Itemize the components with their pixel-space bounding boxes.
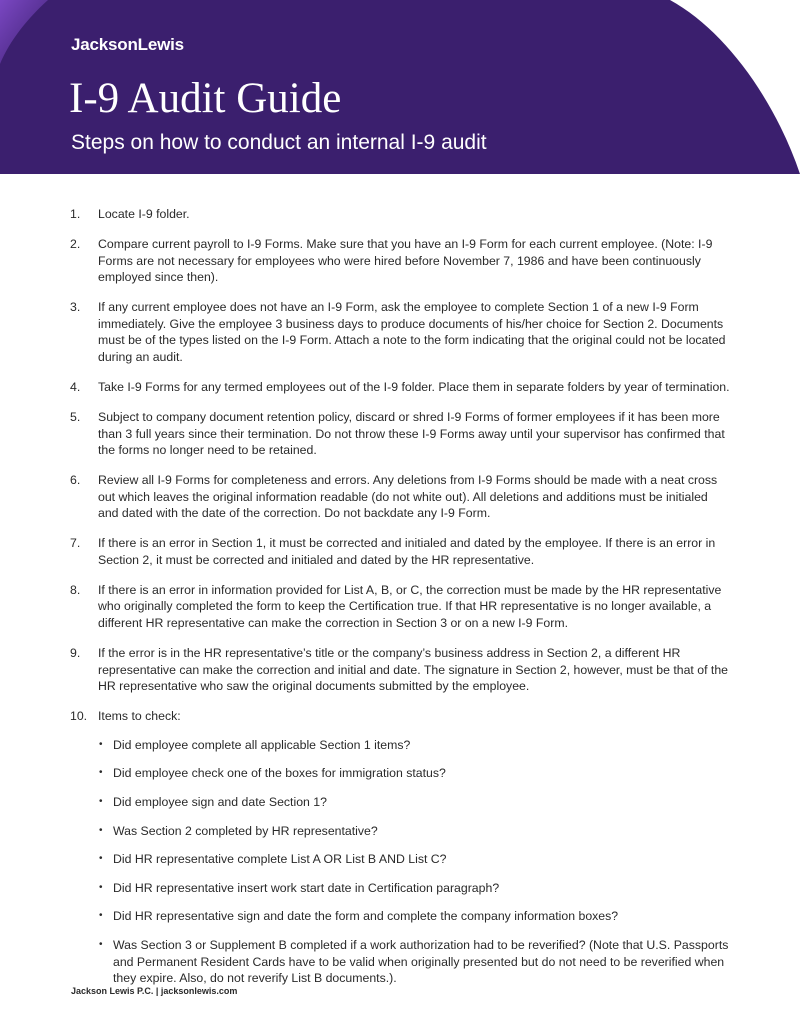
checklist-text: Did employee sign and date Section 1? — [113, 794, 327, 809]
step-number: 1. — [70, 207, 81, 221]
bullet-icon: • — [99, 738, 103, 750]
step-text: Items to check: — [98, 709, 181, 724]
checklist-item — [98, 794, 730, 811]
checklist-item — [98, 937, 730, 987]
step-number: 8. — [70, 582, 81, 597]
checklist-text: Did HR representative insert work start date in Certification paragraph? — [113, 880, 500, 895]
checklist-item — [98, 880, 730, 897]
step-text: If there is an error in information provided for List A, B, or C, the correction must be made by the HR representative who originally completed the form to keep the Certification true. If that HR representative is no longer available, a different HR representative can make the correction in Section 3 or on a new I-9 Form. — [98, 582, 722, 631]
step-text: Take I-9 Forms for any termed employees out of the I-9 folder. Place them in separate folders by year of termination. — [98, 379, 730, 394]
step-text-with-checklist — [98, 708, 730, 999]
checklist-item — [98, 908, 730, 925]
step-item — [70, 299, 730, 365]
checklist-text: Did HR representative sign and date the form and complete the company information boxes? — [113, 909, 619, 924]
step-number: 3. — [70, 300, 81, 315]
bullet-icon: • — [99, 910, 103, 922]
checklist-text: Did employee check one of the boxes for immigration status? — [113, 766, 446, 781]
checklist-item — [98, 823, 730, 840]
step-item — [70, 379, 730, 396]
step-number: 9. — [70, 646, 81, 660]
step-number: 2. — [70, 236, 81, 251]
step-text: If there is an error in Section 1, it must be corrected and initialed and dated by the employee. If there is an error in Section 2, it must be corrected and initialed and dated by the HR representative. — [98, 536, 716, 567]
checklist-text: Did HR representative complete List A OR List B AND List C? — [113, 852, 447, 867]
step-text: Review all I-9 Forms for completeness and errors. Any deletions from I-9 Forms should be made with a neat cross out which leaves the original information readable (do not white out). All deletions and additions must be initialed and dated with the date of the correction. Do not backdate any I-9 Form. — [98, 473, 718, 521]
step-number: 10. — [70, 709, 88, 724]
step-item — [70, 409, 730, 459]
page-subtitle: Steps on how to conduct an internal I-9 audit — [71, 131, 487, 154]
step-text: If any current employee does not have an I-9 Form, ask the employee to complete Section 1 of a new I-9 Form immediately. Give the employee 3 business days to produce documents of his/her choice for Section 2. Documents must be of the types listed on the I-9 Form. Attach a note to the form indicating that the original could not be located during an audit. — [98, 300, 726, 364]
brand-logo: JacksonLewis — [71, 35, 184, 54]
checklist-text: Did employee complete all applicable Section 1 items? — [113, 737, 411, 752]
bullet-icon: • — [99, 795, 103, 807]
step-text: Locate I-9 folder. — [98, 207, 190, 221]
bullet-icon: • — [99, 938, 103, 950]
step-text: Compare current payroll to I-9 Forms. Make sure that you have an I-9 Form for each current employee. (Note: I-9 Forms are not necessary for employees who were hired before November 7, 1986 and have been continuously employed since then). — [98, 236, 713, 285]
checklist-text: Was Section 3 or Supplement B completed if a work authorization had to be reverified? (Note that U.S. Passports and Permanent Resident Cards have to be valid when originally presented but do not need to be reverified when they expire. Also, do not reverify List B documents.). — [113, 937, 729, 986]
step-item — [70, 472, 730, 522]
checklist-text: Was Section 2 completed by HR representative? — [113, 823, 378, 838]
step-text: If the error is in the HR representative’s title or the company’s business address in Section 2, a different HR representative can make the correction and initial and date. The signature in Section 2, however, must be that of the HR representative who saw the original documents submitted by the employee. — [98, 646, 729, 694]
bullet-icon: • — [99, 767, 103, 779]
checklist-item — [98, 765, 730, 782]
header-banner — [0, 0, 800, 174]
checklist-item — [98, 851, 730, 868]
step-item — [70, 206, 730, 223]
step-number: 6. — [70, 473, 81, 488]
bullet-icon: • — [99, 824, 103, 836]
checklist — [98, 737, 730, 987]
step-number: 4. — [70, 379, 81, 394]
bullet-icon: • — [99, 853, 103, 865]
step-number: 5. — [70, 409, 81, 424]
step-number: 7. — [70, 536, 81, 551]
step-text: Subject to company document retention policy, discard or shred I-9 Forms of former employees if it has been more than 3 full years since their termination. Do not throw these I-9 Forms away until your supervisor has confirmed that the forms no longer need to be retained. — [98, 409, 725, 458]
step-item — [70, 708, 730, 999]
step-item — [70, 582, 730, 632]
audit-steps-list — [70, 206, 730, 1012]
step-item — [70, 645, 730, 695]
page-footer: Jackson Lewis P.C. | jacksonlewis.com — [71, 986, 238, 996]
step-item — [70, 236, 730, 286]
step-item — [70, 535, 730, 568]
checklist-item — [98, 737, 730, 754]
bullet-icon: • — [99, 881, 103, 893]
page-title: I-9 Audit Guide — [69, 75, 342, 122]
